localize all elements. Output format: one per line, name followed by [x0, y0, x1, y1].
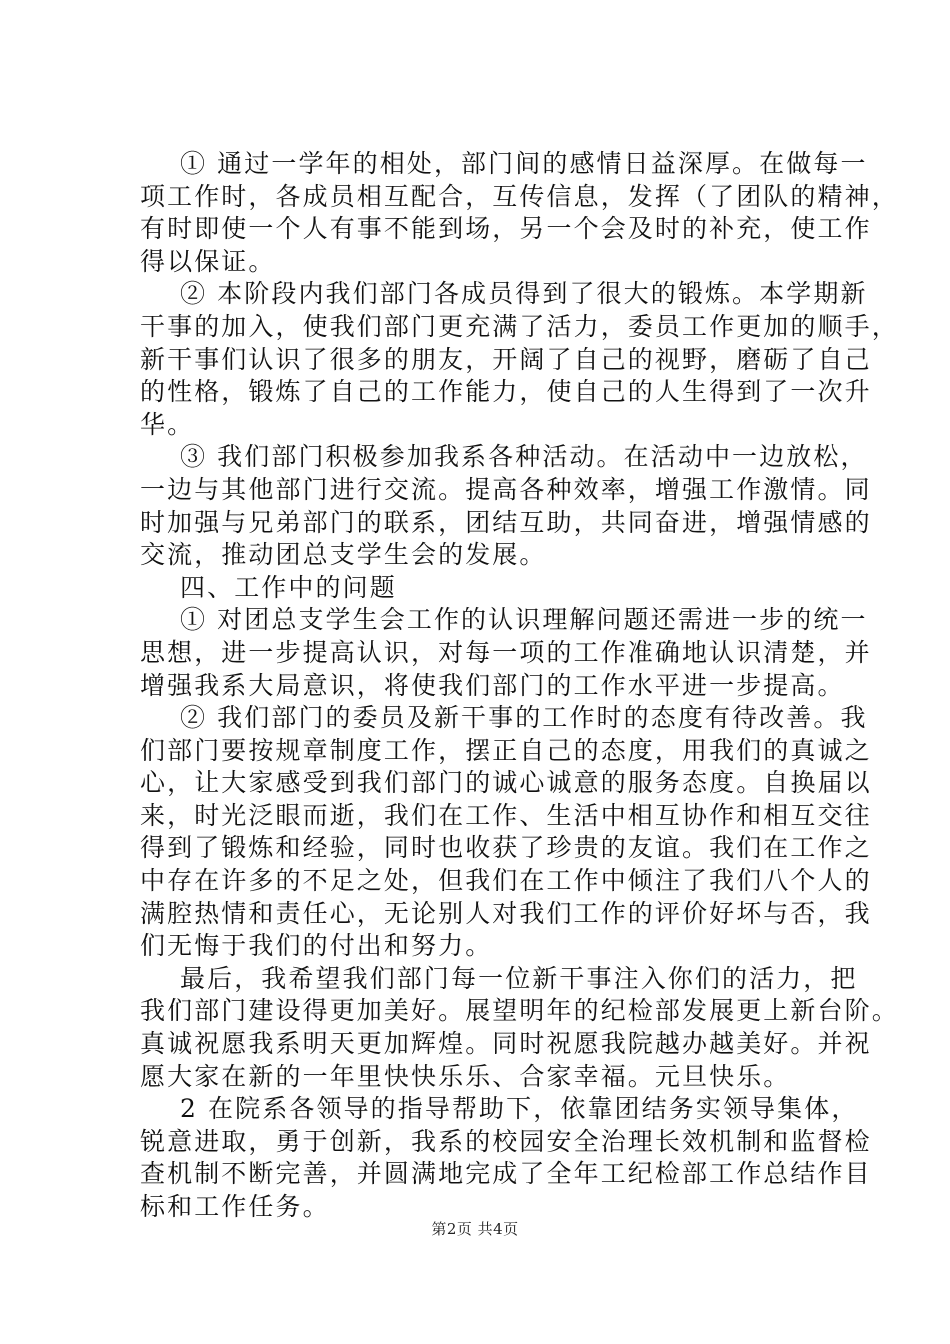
text-line: 最后，我希望我们部门每一位新干事注入你们的活力，把: [180, 963, 858, 993]
text-line: ② 我们部门的委员及新干事的工作时的态度有待改善。我: [180, 703, 868, 733]
text-line: 得以保证。: [140, 246, 276, 276]
text-line: 时加强与兄弟部门的联系，团结互助，共同奋进，增强情感的: [140, 507, 872, 537]
text-line: 中存在许多的不足之处，但我们在工作中倾注了我们八个人的: [140, 866, 872, 896]
text-line: 交流，推动团总支学生会的发展。: [140, 540, 547, 570]
text-line: 的性格，锻炼了自己的工作能力，使自己的人生得到了一次升: [140, 377, 872, 407]
text-line: 查机制不断完善，并圆满地完成了全年工纪检部工作总结作目: [140, 1159, 872, 1189]
text-line: 标和工作任务。: [140, 1192, 330, 1221]
text-line: ① 通过一学年的相处，部门间的感情日益深厚。在做每一: [180, 149, 868, 178]
text-line: 项工作时，各成员相互配合，互传信息，发挥（了团队的精神，: [140, 181, 899, 211]
text-line: ② 本阶段内我们部门各成员得到了很大的锻炼。本学期新: [180, 279, 868, 309]
page-number-footer: 第2页 共4页: [431, 1220, 519, 1238]
text-line: ① 对团总支学生会工作的认识理解问题还需进一步的统一: [180, 605, 868, 635]
text-line: ③ 我们部门积极参加我系各种活动。在活动中一边放松，: [180, 442, 868, 472]
text-line: 们部门要按规章制度工作，摆正自己的态度，用我们的真诚之: [140, 735, 872, 765]
text-line: 四、工作中的问题: [180, 572, 397, 602]
text-line: 满腔热情和责任心，无论别人对我们工作的评价好坏与否，我: [140, 898, 872, 928]
text-line: 愿大家在新的一年里快快乐乐、合家幸福。元旦快乐。: [140, 1061, 791, 1091]
text-line: 增强我系大局意识，将使我们部门的工作水平进一步提高。: [140, 670, 845, 700]
text-line: 新干事们认识了很多的朋友，开阔了自己的视野，磨砺了自己: [140, 344, 872, 374]
text-line: 2 在院系各领导的指导帮助下，依靠团结务实领导集体，: [180, 1094, 859, 1124]
text-line: 干事的加入，使我们部门更充满了活力，委员工作更加的顺手，: [140, 311, 899, 341]
text-line: 锐意进取，勇于创新，我系的校园安全治理长效机制和监督检: [140, 1126, 872, 1156]
text-line: 思想，进一步提高认识，对每一项的工作准确地认识清楚，并: [140, 637, 872, 667]
text-line: 来，时光泛眼而逝，我们在工作、生活中相互协作和相互交往: [140, 800, 872, 830]
text-line: 华。: [140, 409, 195, 439]
document-body: [140, 148, 899, 1224]
text-line: 一边与其他部门进行交流。提高各种效率，增强工作激情。同: [140, 474, 872, 504]
text-line: 得到了锻炼和经验，同时也收获了珍贵的友谊。我们在工作之: [140, 833, 872, 863]
text-line: 真诚祝愿我系明天更加辉煌。同时祝愿我院越办越美好。并祝: [140, 1029, 872, 1059]
text-line: 们无悔于我们的付出和努力。: [140, 931, 493, 961]
text-line: 有时即使一个人有事不能到场，另一个会及时的补充，使工作: [140, 214, 872, 244]
text-line: 我们部门建设得更加美好。展望明年的纪检部发展更上新台阶。: [140, 996, 899, 1026]
text-line: 心，让大家感受到我们部门的诚心诚意的服务态度。自换届以: [140, 768, 872, 798]
